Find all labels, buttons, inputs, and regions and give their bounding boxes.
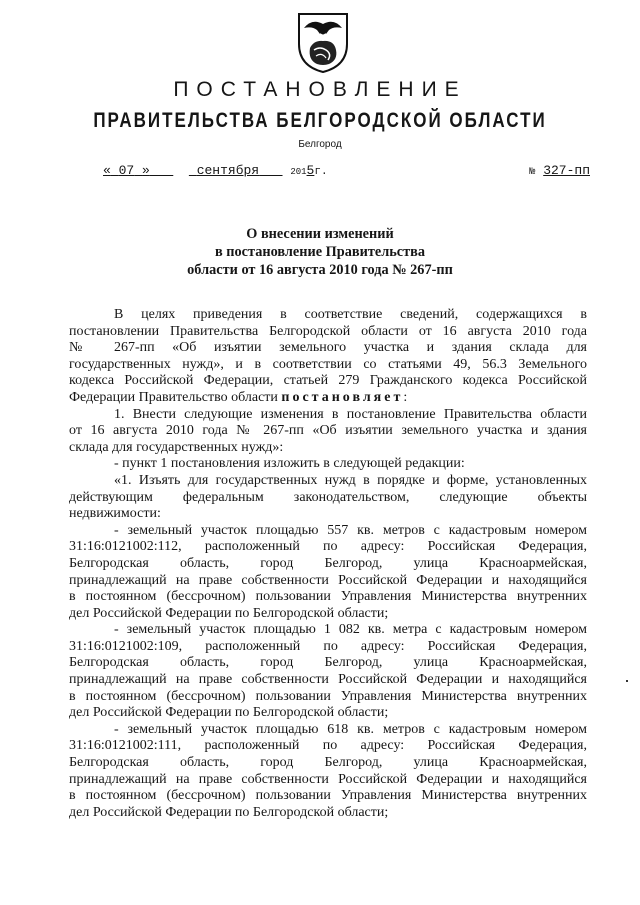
- land-plot-line: - земельный участок площадью 557 кв. метров с кадастровым номером: [114, 522, 587, 538]
- body-line: кодекса Российской Федерации, статьей 279 Гражданского кодекса Российской: [69, 373, 587, 389]
- body-line: В целях приведения в соответствие сведений, содержащихся в: [114, 307, 587, 322]
- scan-speck: [626, 680, 628, 682]
- body-line: государственных нужд», и в соответствии со статьями 49, 56.3 Земельного: [69, 356, 587, 372]
- land-plot-line: 31:16:0121002:109, расположенный по адресу: Российская Федерация,: [69, 638, 587, 654]
- land-plot-line: - земельный участок площадью 618 кв. метров с кадастровым номером: [114, 721, 587, 737]
- body-line: № 267-пп «Об изъятии земельного участка и здания склада для: [69, 340, 587, 356]
- date-year-prefix: 201: [290, 167, 307, 177]
- land-plot-line: в постоянном (бессрочном) пользовании Управления Министерства внутренних: [69, 589, 587, 605]
- number-sign: №: [529, 167, 536, 178]
- land-plot-line: в постоянном (бессрочном) пользовании Управления Министерства внутренних: [69, 688, 587, 704]
- date-close-quote: »: [142, 163, 150, 178]
- resolution-prefix: Федерации Правительство области: [69, 389, 282, 405]
- number-value: 327-пп: [543, 163, 590, 178]
- title-line: О внесении изменений: [246, 226, 394, 242]
- body-line: «1. Изъять для государственных нужд в порядке и форме, установленных: [114, 472, 587, 488]
- land-plot-line: принадлежащий на праве собственности Российской Федерации и находящийся: [69, 572, 587, 588]
- land-plot-line: дел Российской Федерации по Белгородской области;: [69, 804, 389, 820]
- resolution-keyword: постановляет: [281, 389, 404, 405]
- document-title: [0, 225, 640, 279]
- issuing-authority: ПРАВИТЕЛЬСТВА БЕЛГОРОДСКОЙ ОБЛАСТИ: [93, 108, 547, 132]
- city-name: Белгород: [298, 139, 342, 150]
- coat-of-arms-emblem: [296, 10, 350, 74]
- title-line: области от 16 августа 2010 года № 267-пп: [187, 262, 453, 278]
- document-body: [69, 307, 587, 821]
- land-plot-line: 31:16:0121002:111, расположенный по адресу: Российская Федерация,: [69, 738, 587, 754]
- body-line-resolution: [69, 390, 587, 407]
- land-plot-line: Белгородская область, город Белгород, улица Красноармейская,: [69, 655, 587, 671]
- body-line: недвижимости:: [69, 506, 161, 522]
- land-plot-line: 31:16:0121002:112, расположенный по адресу: Российская Федерация,: [69, 539, 587, 555]
- land-plot-line: дел Российской Федерации по Белгородской области;: [69, 605, 389, 621]
- date-open-quote: «: [103, 163, 111, 178]
- date-year-digit: 5: [306, 163, 315, 178]
- land-plot-line: принадлежащий на праве собственности Российской Федерации и находящийся: [69, 771, 587, 787]
- document-type-heading: ПОСТАНОВЛЕНИЕ: [173, 78, 467, 101]
- resolution-suffix: :: [403, 389, 408, 405]
- body-line: действующим федеральным законодательством, следующие объекты: [69, 489, 587, 505]
- land-plot-line: Белгородская область, город Белгород, улица Красноармейская,: [69, 755, 587, 771]
- land-plot-line: принадлежащий на праве собственности Российской Федерации и находящийся: [69, 672, 587, 688]
- body-line: постановлении Правительства Белгородской области от 16 августа 2010 года: [69, 323, 587, 339]
- land-plot-line: - земельный участок площадью 1 082 кв. метра с кадастровым номером: [114, 622, 587, 638]
- body-line: от 16 августа 2010 года № 267-пп «Об изъятии земельного участка и здания: [69, 423, 587, 439]
- document-number: [529, 163, 590, 178]
- body-line: 1. Внести следующие изменения в постановление Правительства области: [114, 406, 587, 422]
- date-year-suffix: г.: [314, 166, 328, 178]
- body-line: - пункт 1 постановления изложить в следующей редакции:: [114, 456, 465, 472]
- land-plot-line: дел Российской Федерации по Белгородской области;: [69, 705, 389, 721]
- date-day: 07: [118, 163, 135, 178]
- date-month: сентября: [196, 163, 260, 178]
- title-line: в постановление Правительства: [214, 244, 426, 260]
- land-plot-line: Белгородская область, город Белгород, улица Красноармейская,: [69, 555, 587, 571]
- body-line: склада для государственных нужд»:: [69, 439, 284, 455]
- document-date: [103, 163, 328, 178]
- land-plot-line: в постоянном (бессрочном) пользовании Управления Министерства внутренних: [69, 788, 587, 804]
